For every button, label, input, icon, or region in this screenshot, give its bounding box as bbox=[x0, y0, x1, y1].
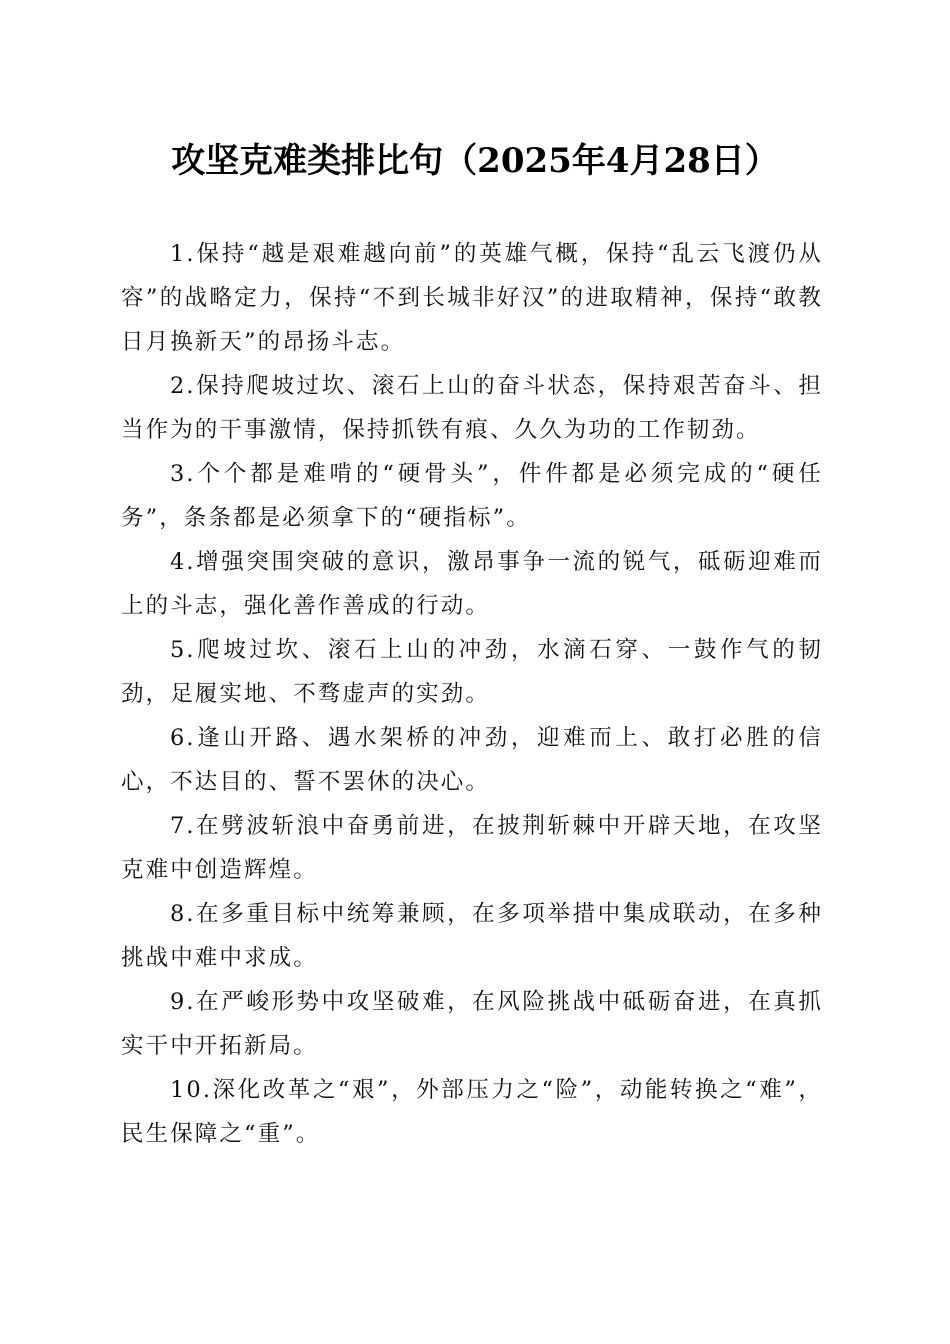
document-title: 攻坚克难类排比句（2025年4月28日） bbox=[171, 141, 779, 181]
paragraph-1: 1.保持“越是艰难越向前”的英雄气概，保持“乱云飞渡仍从容”的战略定力，保持“不到长城非好汉”的进取精神，保持“敢教日月换新天”的昂扬斗志。 bbox=[121, 241, 823, 355]
paragraph-6: 6.逢山开路、遇水架桥的冲劲，迎难而上、敢打必胜的信心，不达目的、誓不罢休的决心。 bbox=[121, 725, 823, 795]
paragraph-3: 3.个个都是难啃的“硬骨头”，件件都是必须完成的“硬任务”，条条都是必须拿下的“硬指标”。 bbox=[121, 461, 823, 531]
paragraph-7: 7.在劈波斩浪中奋勇前进，在披荆斩棘中开辟天地，在攻坚克难中创造辉煌。 bbox=[121, 813, 823, 883]
document-body bbox=[121, 232, 823, 1156]
paragraph-10: 10.深化改革之“艰”，外部压力之“险”，动能转换之“难”，民生保障之“重”。 bbox=[121, 1077, 823, 1147]
paragraph-4: 4.增强突围突破的意识，激昂事争一流的锐气，砥砺迎难而上的斗志，强化善作善成的行动。 bbox=[121, 549, 823, 619]
paragraph-5: 5.爬坡过坎、滚石上山的冲劲，水滴石穿、一鼓作气的韧劲，足履实地、不骛虚声的实劲。 bbox=[121, 637, 823, 707]
paragraph-9: 9.在严峻形势中攻坚破难，在风险挑战中砥砺奋进，在真抓实干中开拓新局。 bbox=[121, 989, 823, 1059]
paragraph-2: 2.保持爬坡过坎、滚石上山的奋斗状态，保持艰苦奋斗、担当作为的干事激情，保持抓铁有痕、久久为功的工作韧劲。 bbox=[121, 373, 823, 443]
paragraph-8: 8.在多重目标中统筹兼顾，在多项举措中集成联动，在多种挑战中难中求成。 bbox=[121, 901, 823, 971]
